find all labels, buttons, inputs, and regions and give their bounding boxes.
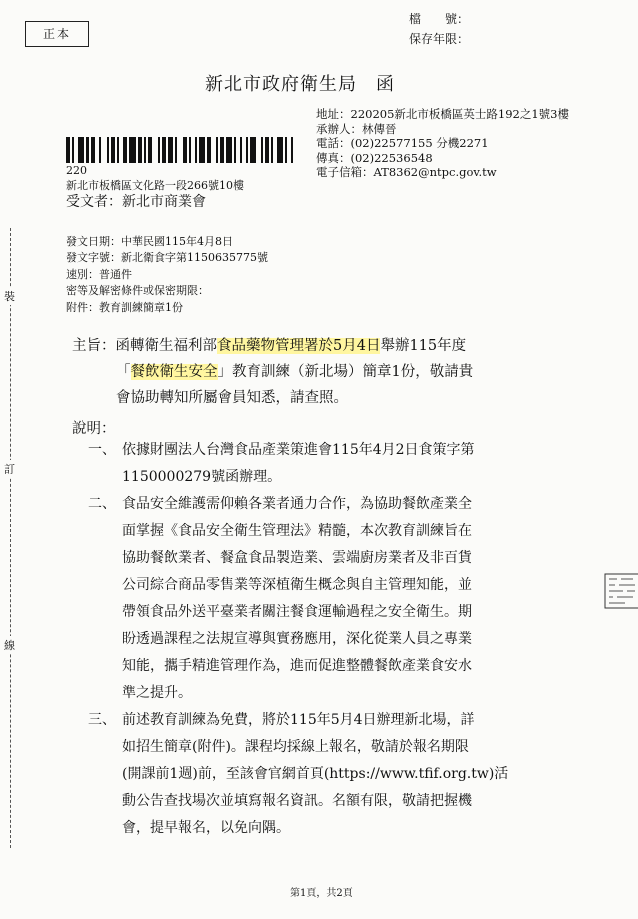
item-line: 動公告查找場次並填寫報名資訊。名額有限，敬請把握機 [122,793,472,809]
item-line: 公司綜合商品零售業等深植衛生概念與自主管理知能，並 [122,577,472,593]
retention-period-label: 保存年限： [409,32,470,46]
recipient-label: 受文者：新北市商業會 [66,194,206,210]
delivery-speed: 速別：普通件 [66,267,132,281]
contact-address: 地址：220205新北市板橋區英士路192之1號3樓 [316,107,569,121]
item-line: 帶領食品外送平臺業者關注餐食運輸過程之安全衛生。期 [122,604,472,620]
explanation-item [88,491,508,707]
barcode-bar [293,137,297,163]
item-line: 會，提早報名，以免向隅。 [122,820,290,836]
subject-block [72,333,473,411]
copy-stamp: 正本 [25,21,89,47]
subject-text: 「 [116,364,131,380]
document-number: 發文字號：新北衛食字第1150635775號 [66,251,268,265]
subject-text: 主旨：函轉衛生福利部 [72,338,217,354]
item-number: 二、 [88,496,116,512]
contact-handler: 承辦人：林傳晉 [316,121,397,136]
postal-code: 220 [66,164,87,177]
subject-text: 」教育訓練（新北場）簡章1份，敬請貴 [217,364,474,380]
subject-line-1 [72,333,473,359]
barcode-image [66,137,298,163]
subject-highlight: 餐飲衛生安全 [130,364,218,380]
explanation-item [88,437,508,491]
binding-char: 訂 [4,460,15,478]
contact-email: 電子信箱：AT8362@ntpc.gov.tw [316,165,497,179]
contact-phone: 電話：(02)22577155 分機2271 [316,136,489,150]
contact-block [316,107,569,180]
seal-stamp-fragment [603,572,638,610]
subject-text: 舉辦115年度 [380,338,467,354]
security-level: 密等及解密條件或保密期限： [66,284,209,298]
item-line: 前述教育訓練為免費，將於115年5月4日辦理新北場，詳 [122,712,475,728]
item-text [122,707,508,842]
item-line: 1150000279號函辦理。 [122,469,282,485]
recipient-address: 新北市板橋區文化路一段266號10樓 [66,179,244,192]
item-line: 準之提升。 [122,685,192,701]
item-line: 食品安全維護需仰賴各業者通力合作，為協助餐飲產業全 [122,496,472,512]
item-line: 知能，攜手精進管理作為，進而促進整體餐飲產業食安水 [122,658,472,674]
binding-char: 線 [4,636,15,654]
item-number: 一、 [88,442,116,458]
contact-fax: 傳真：(02)22536548 [316,150,433,165]
item-line: 如招生簡章(附件)。課程均採線上報名，敬請於報名期限 [122,739,469,755]
file-number-label: 檔 號： [409,12,470,26]
subject-highlight: 食品藥物管理署於5月4日 [217,338,381,354]
document-title: 新北市政府衛生局 函 [205,74,395,95]
meta-block [66,234,268,316]
item-number: 三、 [88,712,116,728]
explanation-label: 說明： [72,421,116,437]
item-line: 盼透過課程之法規宣導與實務應用，深化從業人員之專業 [122,631,472,647]
item-line: 依據財團法人台灣食品產業策進會115年4月2日食策字第 [122,442,475,458]
subject-line-2 [72,359,473,385]
explanation-items [88,437,508,842]
page-footer: 第1頁，共2頁 [290,888,353,899]
subject-line-3: 會協助轉知所屬會員知悉，請查照。 [116,390,348,406]
item-text [122,491,472,707]
item-line: (開課前1週)前，至該會官網首頁(https://www.tfif.org.tw)活 [122,766,509,782]
item-line: 協助餐飲業者、餐盒食品製造業、雲端廚房業者及非百貨 [122,550,472,566]
binding-line [10,228,11,848]
binding-char: 裝 [4,287,15,305]
item-line: 面掌握《食品安全衛生管理法》精髓，本次教育訓練旨在 [122,523,472,539]
attachment-line: 附件：教育訓練簡章1份 [66,300,183,314]
issue-date: 發文日期：中華民國115年4月8日 [66,235,233,248]
explanation-item [88,707,508,842]
item-text [122,437,475,491]
